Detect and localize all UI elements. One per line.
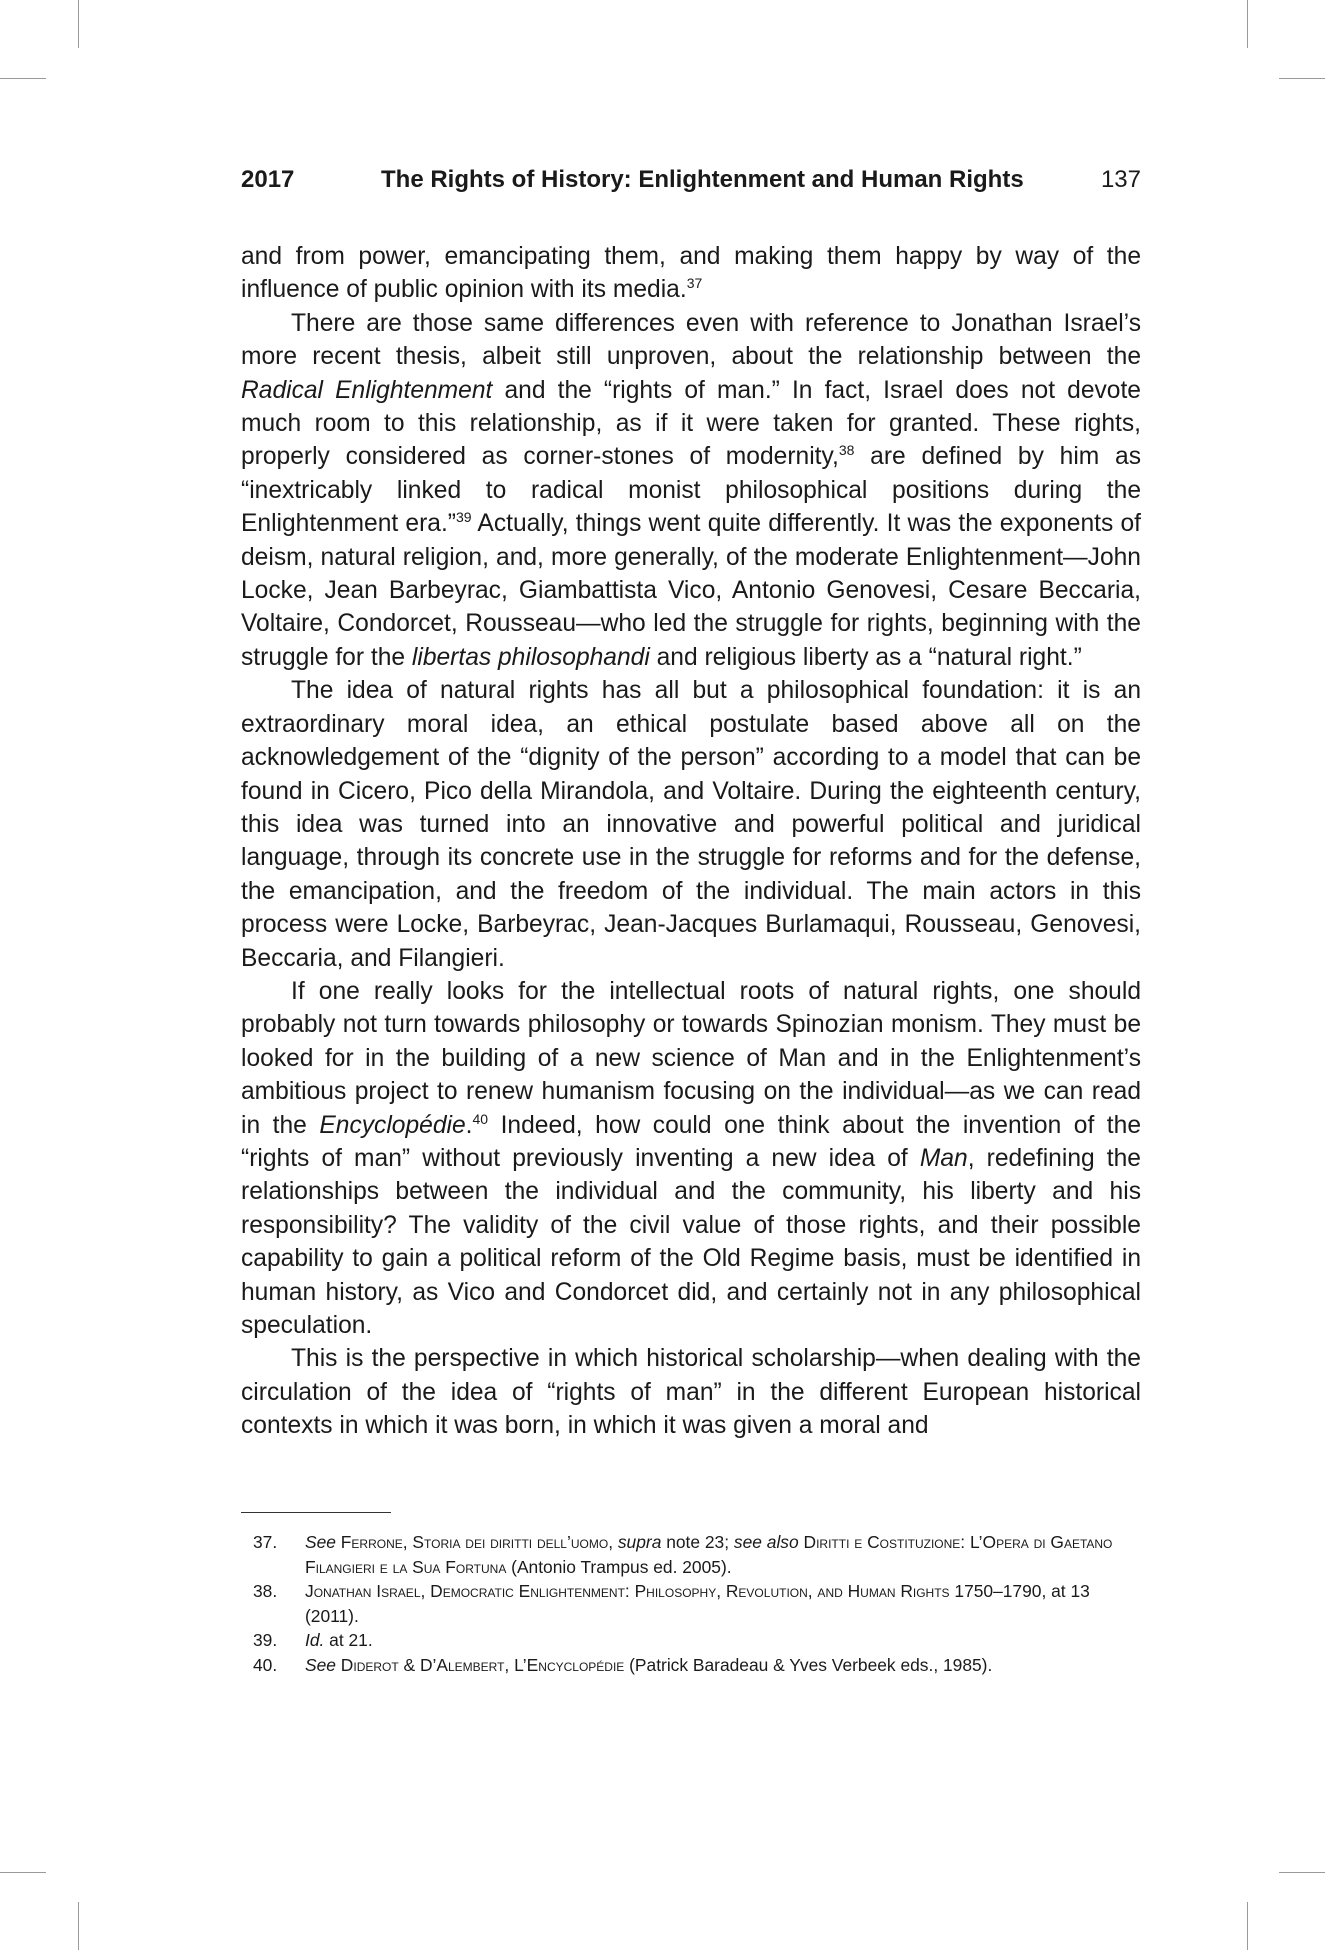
footnote-37: 37. See Ferrone, Storia dei diritti dell’uomo, supra note 23; see also Diritti e Costituzione: L’Opera di Gaetano Filangieri e la Sua Fortuna (Antonio Trampus ed. 2005). [253, 1532, 1113, 1577]
header-year: 2017 [241, 166, 295, 193]
paragraph-2: There are those same differences even with reference to Jonathan Israel’s more recent thesis, albeit still unproven, about the relationship between the Radical Enlightenment and the “rights of man.” In fact, Israel does not devote much room to this relationship, as if it were taken for granted. These rights, properly considered as corner-stones of modernity,$^{38}$ are defined by him as “inextricably linked to radical monist philosophical positions during the Enlightenment era.”$^{39}$ Actually, things went quite differently. It was the exponents of deism, natural religion, and, more generally, of the moderate Enlightenment—John Locke, Jean Barbeyrac, Giambattista Vico, Antonio Genovesi, Cesare Beccaria, Voltaire, Condorcet, Rousseau—who led the struggle for rights, beginning with the struggle for the libertas philosophandi and religious liberty as a “natural right.” [241, 309, 1141, 671]
crop-mark [1247, 1902, 1248, 1950]
paragraph-1: and from power, emancipating them, and making them happy by way of the influence of public opinion with its media.$^{37}$ [241, 243, 1141, 304]
crop-mark [1279, 1872, 1325, 1873]
footnotes [241, 1530, 1141, 1677]
page-number: 137 [1100, 166, 1141, 193]
paragraph-5: This is the perspective in which historical scholarship—when dealing with the circulation of the idea of “rights of man” in the different European historical contexts in which it was born, in which it was given a moral and [241, 1345, 1141, 1440]
crop-mark [78, 1902, 79, 1950]
paragraph-3: The idea of natural rights has all but a philosophical foundation: it is an extraordinary moral idea, an ethical postulate based above all on the acknowledgement of the “dignity of the person” according to a model that can be found in Cicero, Pico della Mirandola, and Voltaire. During the eighteenth century, this idea was turned into an innovative and powerful political and juridical language, through its concrete use in the struggle for reforms and for the defense, the emancipation, and the freedom of the individual. The main actors in this process were Locke, Barbeyrac, Jean-Jacques Burlamaqui, Rousseau, Genovesi, Beccaria, and Filangieri. [241, 677, 1141, 972]
crop-mark [0, 1872, 46, 1873]
footnote-ref-39[interactable]: 39 [456, 509, 472, 526]
header-title: The Rights of History: Enlightenment and Human Rights [381, 166, 1024, 193]
footnote-ref-40[interactable]: 40 [472, 1110, 489, 1127]
crop-mark [78, 0, 79, 48]
paragraph-4: If one really looks for the intellectual roots of natural rights, one should probably not turn towards philosophy or towards Spinozian monism. They must be looked for in the building of a new science of Man and in the Enlightenment’s ambitious project to renew humanism focusing on the individual—as we can read in the Encyclopédie.$^{40}$ Indeed, how could one think about the invention of the “rights of man” without previously inventing a new idea of Man, redefining the relationships between the individual and the community, his liberty and his responsibility? The validity of the civil value of those rights, and their possible capability to gain a political reform of the Old Regime basis, must be identified in human history, as Vico and Condorcet did, and certainly not in any philosophical speculation. [241, 977, 1141, 1339]
footnote-divider [241, 1512, 391, 1513]
running-header [241, 166, 1141, 206]
footnote-ref-38[interactable]: 38 [838, 442, 855, 459]
crop-mark [1247, 0, 1248, 48]
footnote-39: 39. Id. at 21. [253, 1630, 373, 1650]
footnote-ref-37[interactable]: 37 [686, 275, 703, 292]
crop-mark [0, 78, 46, 79]
footnote-40: 40. See Diderot & D’Alembert, L’Encyclopédie (Patrick Baradeau & Yves Verbeek eds., 1985). [253, 1654, 993, 1675]
body-text [241, 240, 1141, 1443]
footnote-38: 38. Jonathan Israel, Democratic Enlightenment: Philosophy, Revolution, and Human Rights 1750–1790, at 13 (2011). [253, 1581, 1090, 1626]
crop-mark [1279, 78, 1325, 79]
